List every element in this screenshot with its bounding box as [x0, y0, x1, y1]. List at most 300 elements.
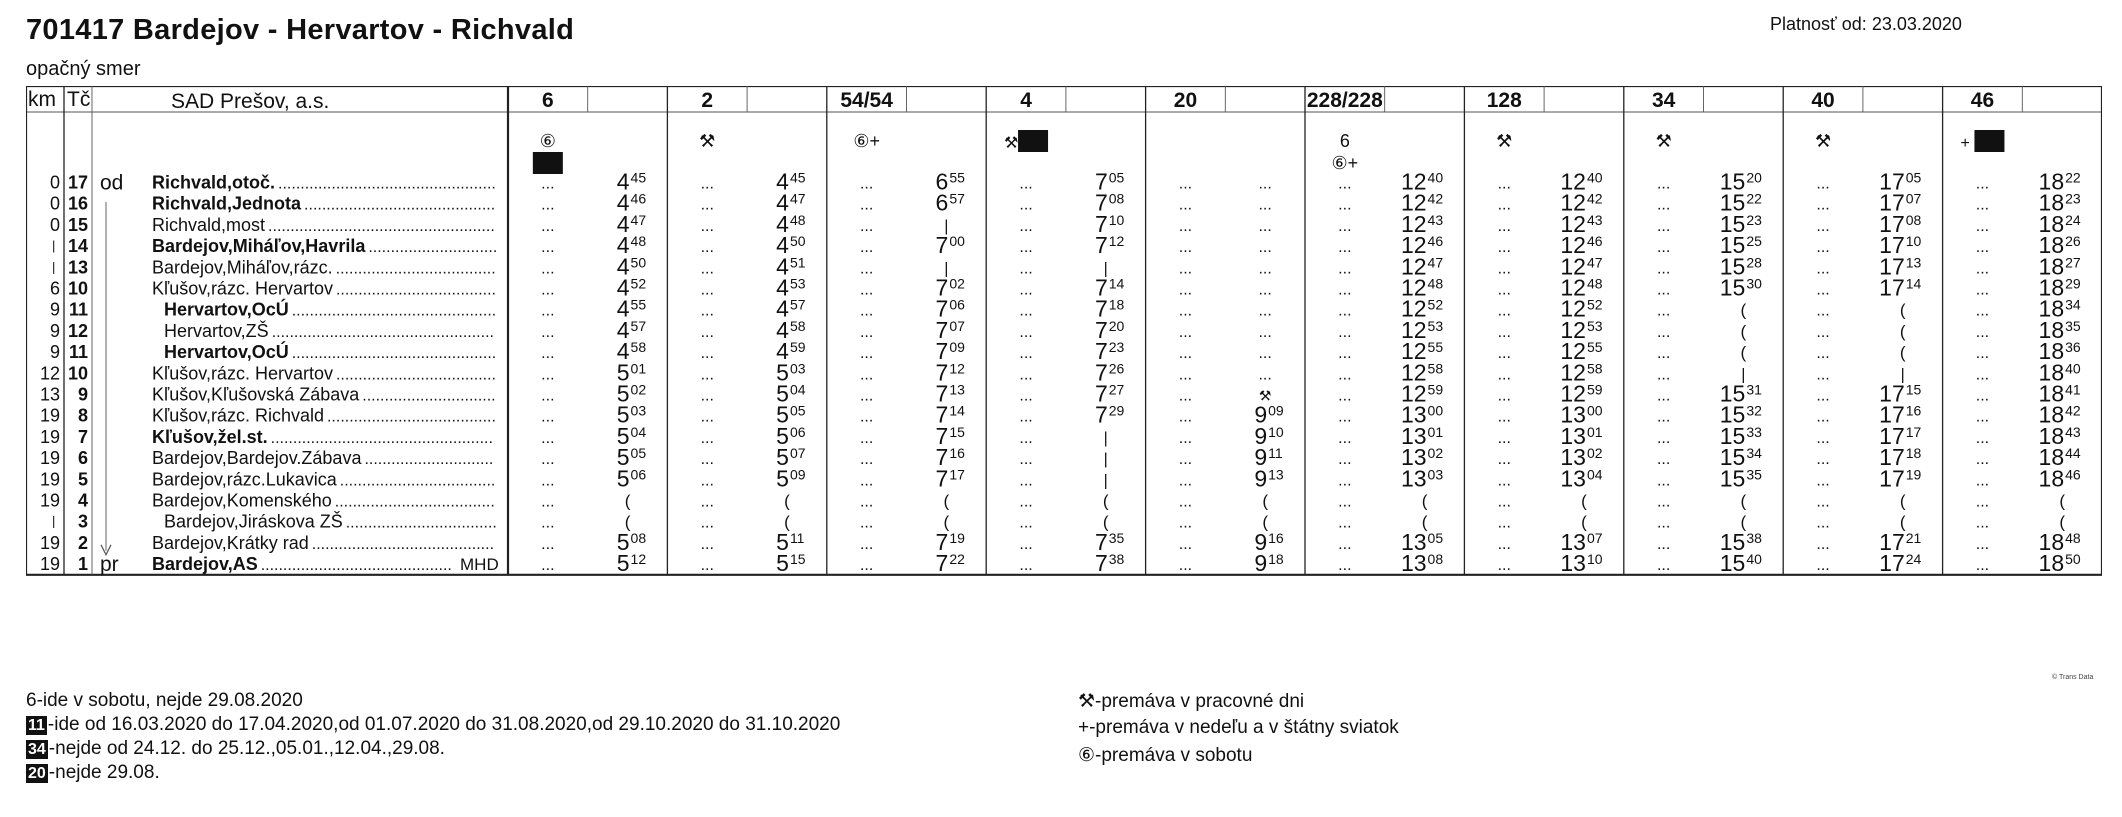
stop-name: Kľušov,rázc. Richvald	[152, 405, 324, 426]
departure-time: 17	[1879, 168, 1905, 195]
departure-minutes: 09	[1268, 402, 1284, 419]
empty-cell: ...	[1338, 493, 1352, 511]
departure-time: 18	[2038, 444, 2065, 471]
departure-minutes: 53	[1427, 317, 1444, 334]
empty-cell: ...	[1178, 514, 1193, 532]
departure-time: 4	[776, 210, 789, 237]
departure-minutes: 14	[1108, 275, 1125, 292]
does-not-stop: (	[1899, 343, 1906, 363]
departure-minutes: 04	[789, 381, 806, 398]
dot-leader: ..................................................	[270, 429, 493, 447]
departure-minutes: 50	[789, 233, 806, 250]
does-not-stop: (	[1581, 491, 1587, 511]
departure-time: 13	[1400, 465, 1427, 492]
footnote-text: -nejde od 24.12. do 25.12.,05.01.,12.04.,29.08.	[48, 738, 445, 759]
empty-cell: ...	[1975, 429, 1990, 447]
empty-cell: ...	[859, 535, 874, 553]
empty-cell: ...	[1019, 366, 1033, 384]
departure-time: 7	[1094, 528, 1108, 555]
departure-time: 15	[1719, 380, 1746, 407]
dot-leader: .................................................	[278, 175, 496, 193]
departure-minutes: 46	[630, 190, 647, 207]
departure-minutes: 16	[1268, 529, 1284, 546]
dot-leader: ..............................................	[291, 302, 497, 320]
empty-cell: ...	[1975, 281, 1990, 299]
empty-cell: ...	[1497, 472, 1511, 490]
stop-name: Hervartov,ZŠ	[164, 320, 269, 341]
departure-time: 7	[935, 380, 949, 407]
departure-time: 17	[1879, 232, 1905, 259]
does-not-stop: (	[1421, 512, 1428, 532]
departure-minutes: 28	[1746, 254, 1762, 271]
empty-cell: ...	[1816, 260, 1830, 278]
empty-cell: ...	[1975, 387, 1990, 405]
km-value: 19	[39, 448, 60, 469]
empty-cell: ...	[1338, 557, 1352, 575]
departure-time: 4	[776, 316, 789, 343]
empty-cell: ...	[541, 429, 555, 447]
departure-time: 18	[2038, 550, 2065, 577]
empty-cell: ...	[1816, 535, 1830, 553]
empty-cell: ...	[859, 281, 874, 299]
departure-minutes: 17	[1905, 423, 1922, 440]
departure-time: 15	[1719, 550, 1746, 577]
empty-cell: ...	[1338, 281, 1352, 299]
train-note: ⚒	[699, 131, 716, 151]
passes-through: |	[1103, 429, 1108, 447]
departure-time: 4	[776, 338, 789, 365]
empty-cell: ...	[859, 557, 874, 575]
dot-leader: ...........................................	[260, 557, 452, 575]
departure-minutes: 14	[949, 402, 965, 419]
departure-minutes: 52	[630, 275, 647, 292]
departure-minutes: 33	[1746, 423, 1762, 440]
departure-minutes: 05	[1108, 169, 1125, 186]
departure-minutes: 42	[1586, 190, 1603, 207]
departure-time: 12	[1400, 316, 1427, 343]
empty-cell: ...	[1816, 514, 1830, 532]
train-number: 54/54	[840, 89, 893, 112]
departure-time: 12	[1560, 274, 1586, 301]
empty-cell: ...	[700, 345, 714, 363]
departure-minutes: 23	[2065, 190, 2081, 207]
departure-time: 7	[935, 550, 949, 577]
dot-leader: ..................................	[345, 514, 497, 532]
departure-minutes: 50	[630, 254, 647, 271]
departure-time: 12	[1400, 168, 1427, 195]
empty-cell: ...	[1178, 557, 1193, 575]
stop-suffix: MHD	[460, 555, 499, 575]
train-note-badge-number: 11	[1023, 132, 1043, 152]
empty-cell: ...	[1816, 387, 1830, 405]
departure-time: 7	[1094, 359, 1108, 386]
departure-time: 17	[1879, 189, 1905, 216]
empty-cell: ...	[700, 514, 714, 532]
stop-order: 10	[67, 363, 88, 384]
train-note: ⚒	[1655, 131, 1672, 151]
km-value: 6	[49, 278, 60, 299]
departure-minutes: 57	[949, 190, 965, 207]
does-not-stop: (	[1262, 491, 1268, 511]
empty-cell: ...	[1975, 493, 1990, 511]
dot-leader: .............................	[364, 451, 494, 469]
stop-order: 14	[67, 236, 88, 257]
does-not-stop: (	[1740, 491, 1747, 511]
departure-minutes: 04	[1586, 466, 1603, 483]
stop-order: 6	[77, 448, 88, 469]
departure-time: 13	[1560, 550, 1586, 577]
stop-name: Richvald,most	[152, 214, 266, 235]
empty-cell: ...	[1338, 451, 1352, 469]
departure-minutes: 58	[1586, 360, 1603, 377]
departure-time: 7	[935, 359, 949, 386]
footnote	[26, 714, 840, 738]
dot-leader: ...........................................	[304, 196, 496, 214]
passes-through: |	[944, 217, 949, 235]
departure-time: 9	[1254, 444, 1268, 471]
empty-cell: ...	[1816, 557, 1830, 575]
departure-time: 5	[776, 401, 789, 428]
dot-leader: ...................................	[339, 472, 496, 490]
train-number: 6	[542, 89, 554, 112]
departure-time: 17	[1879, 422, 1905, 449]
departure-minutes: 52	[1427, 296, 1444, 313]
empty-cell: ...	[1656, 196, 1671, 214]
departure-time: 12	[1400, 232, 1427, 259]
departure-minutes: 02	[1586, 445, 1603, 462]
empty-cell: ...	[700, 408, 714, 426]
empty-cell: ...	[1656, 260, 1671, 278]
departure-minutes: 38	[1746, 529, 1762, 546]
empty-cell: ...	[1019, 175, 1033, 193]
departure-time: 7	[1094, 316, 1108, 343]
departure-minutes: 32	[1746, 402, 1762, 419]
empty-cell: ...	[1178, 217, 1193, 235]
empty-cell: ...	[1656, 302, 1671, 320]
empty-cell: ...	[1975, 535, 1990, 553]
departure-time: 7	[935, 422, 949, 449]
empty-cell: ...	[700, 239, 714, 257]
empty-cell: ...	[1975, 239, 1990, 257]
departure-minutes: 55	[949, 169, 965, 186]
stop-name: Bardejov,Krátky rad	[152, 532, 309, 553]
departure-minutes: 01	[1427, 423, 1444, 440]
departure-time: 12	[1560, 338, 1586, 365]
departure-minutes: 10	[1108, 211, 1125, 228]
empty-cell: ...	[1497, 535, 1511, 553]
departure-minutes: 48	[630, 233, 647, 250]
stop-name: Bardejov,Komenského	[152, 490, 332, 511]
empty-cell: ...	[1975, 366, 1990, 384]
train-number: 46	[1970, 89, 1995, 112]
direction-label: opačný smer	[26, 58, 141, 80]
stop-order: 17	[67, 172, 88, 193]
departure-minutes: 07	[1586, 529, 1603, 546]
departure-time: 9	[1254, 550, 1268, 577]
empty-cell: ...	[1338, 429, 1352, 447]
dot-leader: ..............................................	[291, 345, 497, 363]
departure-minutes: 09	[949, 339, 965, 356]
empty-cell: ...	[1497, 302, 1511, 320]
empty-cell: ...	[1497, 514, 1511, 532]
departure-minutes: 12	[949, 360, 965, 377]
departure-minutes: 59	[1586, 381, 1603, 398]
passes-through: |	[1900, 366, 1905, 384]
departure-time: 17	[1879, 380, 1905, 407]
empty-cell: ...	[1656, 175, 1671, 193]
departure-minutes: 07	[789, 445, 806, 462]
empty-cell: ...	[1338, 175, 1352, 193]
departure-time: 17	[1879, 401, 1905, 428]
empty-cell: ...	[541, 217, 555, 235]
stop-order: 11	[68, 342, 88, 363]
departure-time: 5	[616, 422, 630, 449]
dot-leader: ..............................	[362, 387, 496, 405]
km-value: 19	[39, 490, 60, 511]
km-value: 19	[39, 405, 60, 426]
does-not-stop: (	[943, 512, 950, 532]
departure-minutes: 03	[789, 360, 806, 377]
train-note-symbol: +	[1960, 135, 1970, 152]
departure-minutes: 35	[1108, 529, 1125, 546]
departure-minutes: 12	[630, 551, 647, 568]
dot-leader: ....................................	[334, 493, 495, 511]
departure-time: 15	[1719, 528, 1746, 555]
empty-cell: ...	[1178, 366, 1193, 384]
empty-cell: ...	[1338, 366, 1352, 384]
departure-time: 7	[1094, 550, 1108, 577]
train-number: 128	[1486, 89, 1522, 112]
departure-time: 9	[1254, 528, 1268, 555]
train-number: 20	[1173, 89, 1198, 112]
empty-cell: ...	[1497, 429, 1511, 447]
empty-cell: ...	[1497, 451, 1511, 469]
empty-cell: ...	[1975, 557, 1990, 575]
departure-minutes: 55	[630, 296, 647, 313]
departure-minutes: 43	[2065, 423, 2081, 440]
km-value: 19	[39, 426, 60, 447]
departure-minutes: 22	[2065, 169, 2081, 186]
departure-time: 13	[1400, 550, 1427, 577]
copyright: © Trans Data	[2052, 674, 2094, 681]
departure-minutes: 51	[789, 254, 806, 271]
departure-time: 15	[1719, 465, 1746, 492]
empty-cell: ...	[1178, 196, 1193, 214]
departure-time: 7	[1094, 189, 1108, 216]
departure-time: 6	[935, 189, 949, 216]
stop-name: Kľušov,žel.st.	[152, 426, 268, 447]
departure-minutes: 19	[949, 529, 965, 546]
does-not-stop: (	[624, 512, 631, 532]
train-number: 40	[1811, 89, 1835, 112]
departure-minutes: 34	[2065, 296, 2081, 313]
km-value: 9	[49, 299, 60, 320]
km-continuation: |	[52, 238, 56, 254]
empty-cell: ...	[1338, 387, 1352, 405]
empty-cell: ...	[1019, 196, 1033, 214]
footnote-badge: 34	[28, 741, 46, 758]
does-not-stop: (	[1421, 491, 1428, 511]
train-note-badge-number: 34	[1979, 132, 2000, 152]
empty-cell: ...	[541, 387, 555, 405]
does-not-stop: (	[1581, 512, 1587, 532]
empty-cell: ...	[859, 345, 874, 363]
departure-time: 18	[2038, 168, 2065, 195]
departure-minutes: 44	[2065, 445, 2081, 462]
empty-cell: ...	[859, 323, 874, 341]
departure-time: 7	[935, 274, 949, 301]
empty-cell: ...	[1656, 429, 1671, 447]
departure-minutes: 01	[1586, 423, 1603, 440]
km-value: 9	[49, 320, 60, 341]
departure-time: 5	[616, 359, 630, 386]
empty-cell: ...	[1497, 281, 1511, 299]
departure-minutes: 16	[1905, 402, 1922, 419]
departure-minutes: 46	[2065, 466, 2081, 483]
departure-time: 18	[2038, 401, 2065, 428]
empty-cell: ...	[1656, 493, 1671, 511]
dot-leader: ....................................	[335, 366, 496, 384]
empty-cell: ...	[1178, 302, 1193, 320]
departure-minutes: 38	[1108, 551, 1125, 568]
departure-minutes: 27	[1108, 381, 1125, 398]
departure-minutes: 36	[2065, 339, 2081, 356]
stop-name: Bardejov,Jiráskova ZŠ	[164, 511, 343, 532]
departure-minutes: 58	[630, 339, 647, 356]
departure-minutes: 05	[630, 445, 647, 462]
departure-time: 7	[1094, 168, 1108, 195]
empty-cell: ...	[1019, 302, 1033, 320]
departure-minutes: 52	[1586, 296, 1603, 313]
empty-cell: ...	[1258, 260, 1272, 278]
empty-cell: ...	[859, 175, 874, 193]
departure-minutes: 05	[1905, 169, 1922, 186]
departure-minutes: 35	[2065, 317, 2081, 334]
empty-cell: ...	[541, 557, 555, 575]
departure-minutes: 53	[1586, 317, 1603, 334]
departure-minutes: 18	[1108, 296, 1125, 313]
stop-name: Kľušov,rázc. Hervartov	[152, 363, 333, 384]
departure-time: 17	[1879, 253, 1905, 280]
departure-minutes: 13	[949, 381, 965, 398]
departure-time: 5	[616, 444, 630, 471]
empty-cell: ...	[1975, 514, 1990, 532]
empty-cell: ...	[1178, 323, 1193, 341]
empty-cell: ...	[1258, 175, 1272, 193]
does-not-stop: (	[784, 512, 790, 532]
stop-name: Hervartov,OcÚ	[164, 342, 289, 363]
dot-leader: .............................	[368, 239, 498, 257]
empty-cell: ...	[1656, 514, 1671, 532]
empty-cell: ...	[1497, 408, 1511, 426]
empty-cell: ...	[1019, 345, 1033, 363]
departure-minutes: 03	[1427, 466, 1444, 483]
empty-cell: ...	[859, 302, 874, 320]
departure-minutes: 47	[630, 211, 647, 228]
workday-symbol: ⚒	[1258, 387, 1272, 404]
empty-cell: ...	[700, 387, 714, 405]
departure-time: 12	[1560, 189, 1586, 216]
departure-time: 7	[935, 444, 949, 471]
departure-time: 5	[616, 380, 630, 407]
footnote-text: 6-ide v sobotu, nejde 29.08.2020	[26, 690, 303, 711]
departure-time: 12	[1560, 359, 1586, 386]
departure-minutes: 18	[1268, 551, 1284, 568]
departure-time: 12	[1560, 380, 1586, 407]
departure-minutes: 15	[949, 423, 965, 440]
departure-time: 18	[2038, 295, 2065, 322]
does-not-stop: (	[1102, 491, 1109, 511]
departure-time: 12	[1400, 338, 1427, 365]
train-number: 2	[701, 89, 714, 112]
empty-cell: ...	[1497, 323, 1511, 341]
does-not-stop: (	[1740, 512, 1747, 532]
departure-minutes: 03	[630, 402, 647, 419]
departure-minutes: 00	[1586, 402, 1603, 419]
empty-cell: ...	[1816, 217, 1830, 235]
departure-minutes: 21	[1905, 529, 1922, 546]
departure-time: 15	[1719, 168, 1746, 195]
dot-leader: ...................................................	[268, 217, 495, 235]
tc-header: Tč	[67, 88, 91, 111]
departure-minutes: 17	[949, 466, 965, 483]
departure-time: 7	[935, 232, 949, 259]
empty-cell: ...	[541, 535, 555, 553]
departure-time: 12	[1560, 232, 1586, 259]
empty-cell: ...	[1178, 408, 1193, 426]
departure-minutes: 20	[1108, 317, 1125, 334]
stop-name: Bardejov,rázc.Lukavica	[152, 469, 337, 490]
empty-cell: ...	[1178, 239, 1193, 257]
departure-time: 5	[776, 528, 789, 555]
departure-time: 18	[2038, 380, 2065, 407]
stop-name: Bardejov,Miháľov,Havrila	[152, 236, 366, 257]
departure-time: 13	[1560, 528, 1586, 555]
train-note: ⑥+	[853, 131, 880, 151]
empty-cell: ...	[541, 196, 555, 214]
departure-time: 4	[616, 274, 630, 301]
departure-time: 13	[1400, 401, 1427, 428]
train-note: ⚒	[1814, 131, 1832, 151]
departure-time: 7	[935, 295, 949, 322]
stop-order: 16	[67, 193, 88, 214]
empty-cell: ...	[1656, 535, 1671, 553]
empty-cell: ...	[1338, 260, 1352, 278]
departure-arrival-mark: pr	[100, 553, 119, 577]
departure-minutes: 42	[1427, 190, 1444, 207]
departure-time: 17	[1879, 550, 1905, 577]
empty-cell: ...	[859, 472, 874, 490]
does-not-stop: (	[1740, 300, 1747, 320]
empty-cell: ...	[1816, 323, 1830, 341]
empty-cell: ...	[1975, 260, 1990, 278]
empty-cell: ...	[1497, 345, 1511, 363]
empty-cell: ...	[1816, 429, 1830, 447]
departure-time: 17	[1879, 465, 1905, 492]
does-not-stop: (	[2059, 512, 2065, 532]
empty-cell: ...	[1338, 239, 1352, 257]
empty-cell: ...	[1019, 451, 1033, 469]
departure-minutes: 23	[1108, 339, 1125, 356]
empty-cell: ...	[859, 196, 874, 214]
empty-cell: ...	[541, 472, 555, 490]
departure-time: 15	[1719, 210, 1746, 237]
km-value: 19	[39, 469, 60, 490]
departure-minutes: 02	[1427, 445, 1444, 462]
departure-time: 12	[1560, 253, 1586, 280]
departure-time: 15	[1719, 401, 1746, 428]
departure-time: 18	[2038, 422, 2065, 449]
